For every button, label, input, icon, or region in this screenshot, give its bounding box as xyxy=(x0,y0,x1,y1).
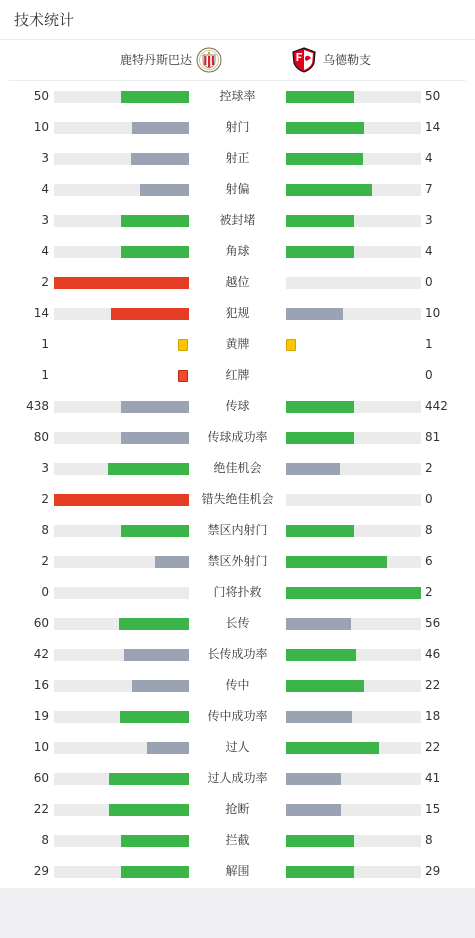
home-stat-value: 50 xyxy=(33,89,49,103)
away-stat-bar-fill xyxy=(286,91,354,103)
away-stat-bar-fill xyxy=(286,184,372,196)
away-stat-value: 2 xyxy=(425,585,433,599)
stat-row xyxy=(0,763,475,794)
stat-row xyxy=(0,112,475,143)
stat-label: 射正 xyxy=(225,151,250,165)
stat-row xyxy=(0,732,475,763)
stat-row xyxy=(0,608,475,639)
away-stat-bar xyxy=(286,277,421,289)
home-stat-bar xyxy=(54,742,189,754)
home-stat-value: 10 xyxy=(33,120,49,134)
away-stat-value: 15 xyxy=(425,802,441,816)
home-stat-value: 22 xyxy=(33,802,49,816)
stat-label: 传球 xyxy=(225,399,250,413)
away-stat-bar-fill xyxy=(286,587,421,599)
home-stat-bar xyxy=(54,494,189,506)
red-card-icon xyxy=(178,370,188,382)
home-stat-bar-fill xyxy=(132,122,189,134)
home-stat-bar xyxy=(54,401,189,413)
home-stat-value: 60 xyxy=(33,771,49,785)
home-stat-bar xyxy=(54,308,189,320)
away-stat-bar xyxy=(286,122,421,134)
stat-row xyxy=(0,329,475,360)
home-stat-bar xyxy=(54,215,189,227)
away-stat-bar xyxy=(286,91,421,103)
home-team-name: 鹿特丹斯巴达 xyxy=(119,53,192,67)
stat-label: 红牌 xyxy=(225,368,250,382)
away-stat-value: 0 xyxy=(425,492,433,506)
stat-row xyxy=(0,360,475,391)
away-stat-bar-fill xyxy=(286,153,363,165)
away-stat-bar-fill xyxy=(286,866,354,878)
away-stat-value: 14 xyxy=(425,120,441,134)
away-stat-value: 0 xyxy=(425,368,433,382)
home-stat-bar-fill xyxy=(120,711,189,723)
home-stat-value: 2 xyxy=(41,554,49,568)
home-stat-bar-fill xyxy=(121,866,189,878)
away-stat-bar-fill xyxy=(286,215,354,227)
away-stat-value: 6 xyxy=(425,554,433,568)
stat-row xyxy=(0,577,475,608)
away-stat-bar xyxy=(286,773,421,785)
home-stat-value: 8 xyxy=(41,833,49,847)
away-stat-value: 22 xyxy=(425,740,441,754)
away-stat-value: 442 xyxy=(425,399,448,413)
home-stat-bar-fill xyxy=(121,401,189,413)
home-stat-bar xyxy=(54,153,189,165)
home-stat-bar-fill xyxy=(131,153,189,165)
away-stat-bar xyxy=(286,556,421,568)
home-stat-bar xyxy=(54,680,189,692)
away-stat-value: 81 xyxy=(425,430,441,444)
away-team-name: 乌德勒支 xyxy=(323,53,372,67)
stat-row xyxy=(0,174,475,205)
home-stat-value: 1 xyxy=(41,368,49,382)
home-stat-bar-fill xyxy=(111,308,189,320)
stat-label: 禁区内射门 xyxy=(207,523,268,537)
away-stat-bar xyxy=(286,246,421,258)
stat-label: 错失绝佳机会 xyxy=(201,492,274,506)
home-stat-bar xyxy=(54,587,189,599)
home-stat-bar xyxy=(54,649,189,661)
home-stat-bar xyxy=(54,773,189,785)
home-stat-bar-fill xyxy=(124,649,189,661)
stat-label: 控球率 xyxy=(219,89,256,103)
away-stat-bar xyxy=(286,308,421,320)
home-stat-bar xyxy=(54,432,189,444)
home-stat-bar-fill xyxy=(147,742,189,754)
stat-row xyxy=(0,546,475,577)
home-stat-value: 2 xyxy=(41,492,49,506)
stat-row xyxy=(0,484,475,515)
stat-label: 长传 xyxy=(225,616,250,630)
home-stat-value: 16 xyxy=(33,678,49,692)
home-stat-value: 8 xyxy=(41,523,49,537)
stat-label: 禁区外射门 xyxy=(207,554,268,568)
away-stat-bar xyxy=(286,525,421,537)
away-stat-bar xyxy=(286,742,421,754)
stat-label: 拦截 xyxy=(225,833,250,847)
stat-label: 射门 xyxy=(225,120,250,134)
away-stat-bar xyxy=(286,866,421,878)
stat-row xyxy=(0,515,475,546)
home-stat-value: 60 xyxy=(33,616,49,630)
home-stat-bar xyxy=(54,618,189,630)
stat-row xyxy=(0,391,475,422)
title-bar xyxy=(0,0,475,40)
away-stat-bar-fill xyxy=(286,711,352,723)
away-stat-value: 8 xyxy=(425,523,433,537)
away-stat-bar-fill xyxy=(286,401,354,413)
away-stat-bar xyxy=(286,804,421,816)
home-stat-bar xyxy=(54,835,189,847)
stat-row xyxy=(0,453,475,484)
stat-label: 过人成功率 xyxy=(207,771,268,785)
stat-label: 长传成功率 xyxy=(207,647,268,661)
stat-label: 越位 xyxy=(225,275,250,289)
away-stat-value: 29 xyxy=(425,864,441,878)
away-stat-bar xyxy=(286,153,421,165)
stat-label: 传球成功率 xyxy=(207,430,268,444)
stat-label: 抢断 xyxy=(225,802,250,816)
stat-label: 门将扑救 xyxy=(213,585,262,599)
away-stat-bar-fill xyxy=(286,432,354,444)
home-stat-bar-fill xyxy=(140,184,189,196)
home-stat-bar xyxy=(54,804,189,816)
home-team-logo-icon xyxy=(196,47,222,73)
away-stat-bar-fill xyxy=(286,680,364,692)
home-stat-value: 3 xyxy=(41,461,49,475)
home-stat-value: 42 xyxy=(33,647,49,661)
away-stat-value: 56 xyxy=(425,616,441,630)
away-stat-value: 18 xyxy=(425,709,441,723)
away-stat-value: 0 xyxy=(425,275,433,289)
away-stat-bar-fill xyxy=(286,463,340,475)
home-stat-bar-fill xyxy=(132,680,189,692)
stat-row xyxy=(0,422,475,453)
away-stat-value: 10 xyxy=(425,306,441,320)
away-stat-value: 8 xyxy=(425,833,433,847)
home-stat-value: 0 xyxy=(41,585,49,599)
away-stat-bar-fill xyxy=(286,835,354,847)
home-stat-value: 80 xyxy=(33,430,49,444)
stat-row xyxy=(0,701,475,732)
away-stat-bar-fill xyxy=(286,308,343,320)
home-stat-bar xyxy=(54,525,189,537)
stat-row xyxy=(0,639,475,670)
home-stat-value: 4 xyxy=(41,182,49,196)
away-stat-bar xyxy=(286,184,421,196)
home-stat-bar xyxy=(54,463,189,475)
stat-label: 绝佳机会 xyxy=(213,461,262,475)
stat-label: 犯规 xyxy=(225,306,250,320)
home-stat-bar xyxy=(54,122,189,134)
home-stat-bar-fill xyxy=(54,277,189,289)
away-stat-bar-fill xyxy=(286,246,354,258)
home-stat-bar-fill xyxy=(121,91,189,103)
stat-row xyxy=(0,81,475,112)
away-stat-value: 2 xyxy=(425,461,433,475)
away-stat-bar xyxy=(286,432,421,444)
yellow-card-icon xyxy=(286,339,296,351)
home-stat-bar-fill xyxy=(54,494,189,506)
home-stat-bar xyxy=(54,184,189,196)
away-stat-bar-fill xyxy=(286,742,379,754)
away-stat-bar xyxy=(286,835,421,847)
home-stat-bar xyxy=(54,91,189,103)
away-stat-value: 3 xyxy=(425,213,433,227)
home-stat-value: 29 xyxy=(33,864,49,878)
home-stat-bar-fill xyxy=(109,773,189,785)
away-stat-bar-fill xyxy=(286,556,387,568)
home-stat-bar-fill xyxy=(121,432,189,444)
home-stat-bar-fill xyxy=(121,525,189,537)
home-stat-bar xyxy=(54,277,189,289)
stat-row xyxy=(0,794,475,825)
away-stat-value: 22 xyxy=(425,678,441,692)
away-stat-bar-fill xyxy=(286,525,354,537)
away-stat-bar xyxy=(286,711,421,723)
stat-label: 传中 xyxy=(225,678,250,692)
yellow-card-icon xyxy=(178,339,188,351)
home-stat-bar-fill xyxy=(119,618,189,630)
stat-row xyxy=(0,670,475,701)
stat-label: 角球 xyxy=(225,244,250,258)
home-stat-value: 10 xyxy=(33,740,49,754)
away-stat-bar-fill xyxy=(286,773,341,785)
stat-label: 解围 xyxy=(225,864,250,878)
home-stat-value: 438 xyxy=(26,399,49,413)
away-stat-bar xyxy=(286,494,421,506)
away-stat-bar xyxy=(286,649,421,661)
home-stat-value: 19 xyxy=(33,709,49,723)
away-stat-bar xyxy=(286,587,421,599)
stat-label: 传中成功率 xyxy=(207,709,268,723)
stat-label: 过人 xyxy=(225,740,250,754)
home-stat-bar xyxy=(54,556,189,568)
home-stat-bar-fill xyxy=(108,463,189,475)
away-stat-bar-fill xyxy=(286,804,341,816)
teams-header xyxy=(9,40,466,81)
home-stat-bar-fill xyxy=(121,246,189,258)
home-stat-bar xyxy=(54,866,189,878)
stat-row xyxy=(0,825,475,856)
home-stat-bar-fill xyxy=(121,835,189,847)
stat-row xyxy=(0,856,475,887)
home-team[interactable] xyxy=(120,47,222,73)
away-team-logo-icon xyxy=(291,47,317,73)
away-stat-value: 46 xyxy=(425,647,441,661)
home-stat-bar-fill xyxy=(121,215,189,227)
away-stat-value: 7 xyxy=(425,182,433,196)
away-stat-value: 41 xyxy=(425,771,441,785)
away-stat-value: 1 xyxy=(425,337,433,351)
away-stat-bar xyxy=(286,618,421,630)
stat-row xyxy=(0,236,475,267)
home-stat-value: 1 xyxy=(41,337,49,351)
stat-row xyxy=(0,205,475,236)
home-stat-value: 3 xyxy=(41,151,49,165)
away-stat-bar xyxy=(286,401,421,413)
away-stat-value: 4 xyxy=(425,151,433,165)
stat-label: 被封堵 xyxy=(219,213,256,227)
home-stat-bar-fill xyxy=(109,804,189,816)
away-stat-bar xyxy=(286,215,421,227)
away-stat-bar xyxy=(286,680,421,692)
home-stat-value: 2 xyxy=(41,275,49,289)
home-stat-value: 4 xyxy=(41,244,49,258)
stat-label: 黄牌 xyxy=(225,337,250,351)
home-stat-bar-fill xyxy=(155,556,189,568)
away-stat-bar-fill xyxy=(286,649,356,661)
stat-row xyxy=(0,143,475,174)
away-stat-value: 50 xyxy=(425,89,441,103)
home-stat-value: 3 xyxy=(41,213,49,227)
page-title: 技术统计 xyxy=(14,11,75,29)
away-stat-bar-fill xyxy=(286,618,351,630)
home-stat-value: 14 xyxy=(33,306,49,320)
away-stat-bar xyxy=(286,463,421,475)
stat-label: 射偏 xyxy=(225,182,250,196)
stat-row xyxy=(0,298,475,329)
home-stat-bar xyxy=(54,246,189,258)
away-stat-value: 4 xyxy=(425,244,433,258)
stats-list xyxy=(0,81,475,887)
stat-row xyxy=(0,267,475,298)
away-team[interactable] xyxy=(291,47,371,73)
home-stat-bar xyxy=(54,711,189,723)
away-stat-bar-fill xyxy=(286,122,364,134)
